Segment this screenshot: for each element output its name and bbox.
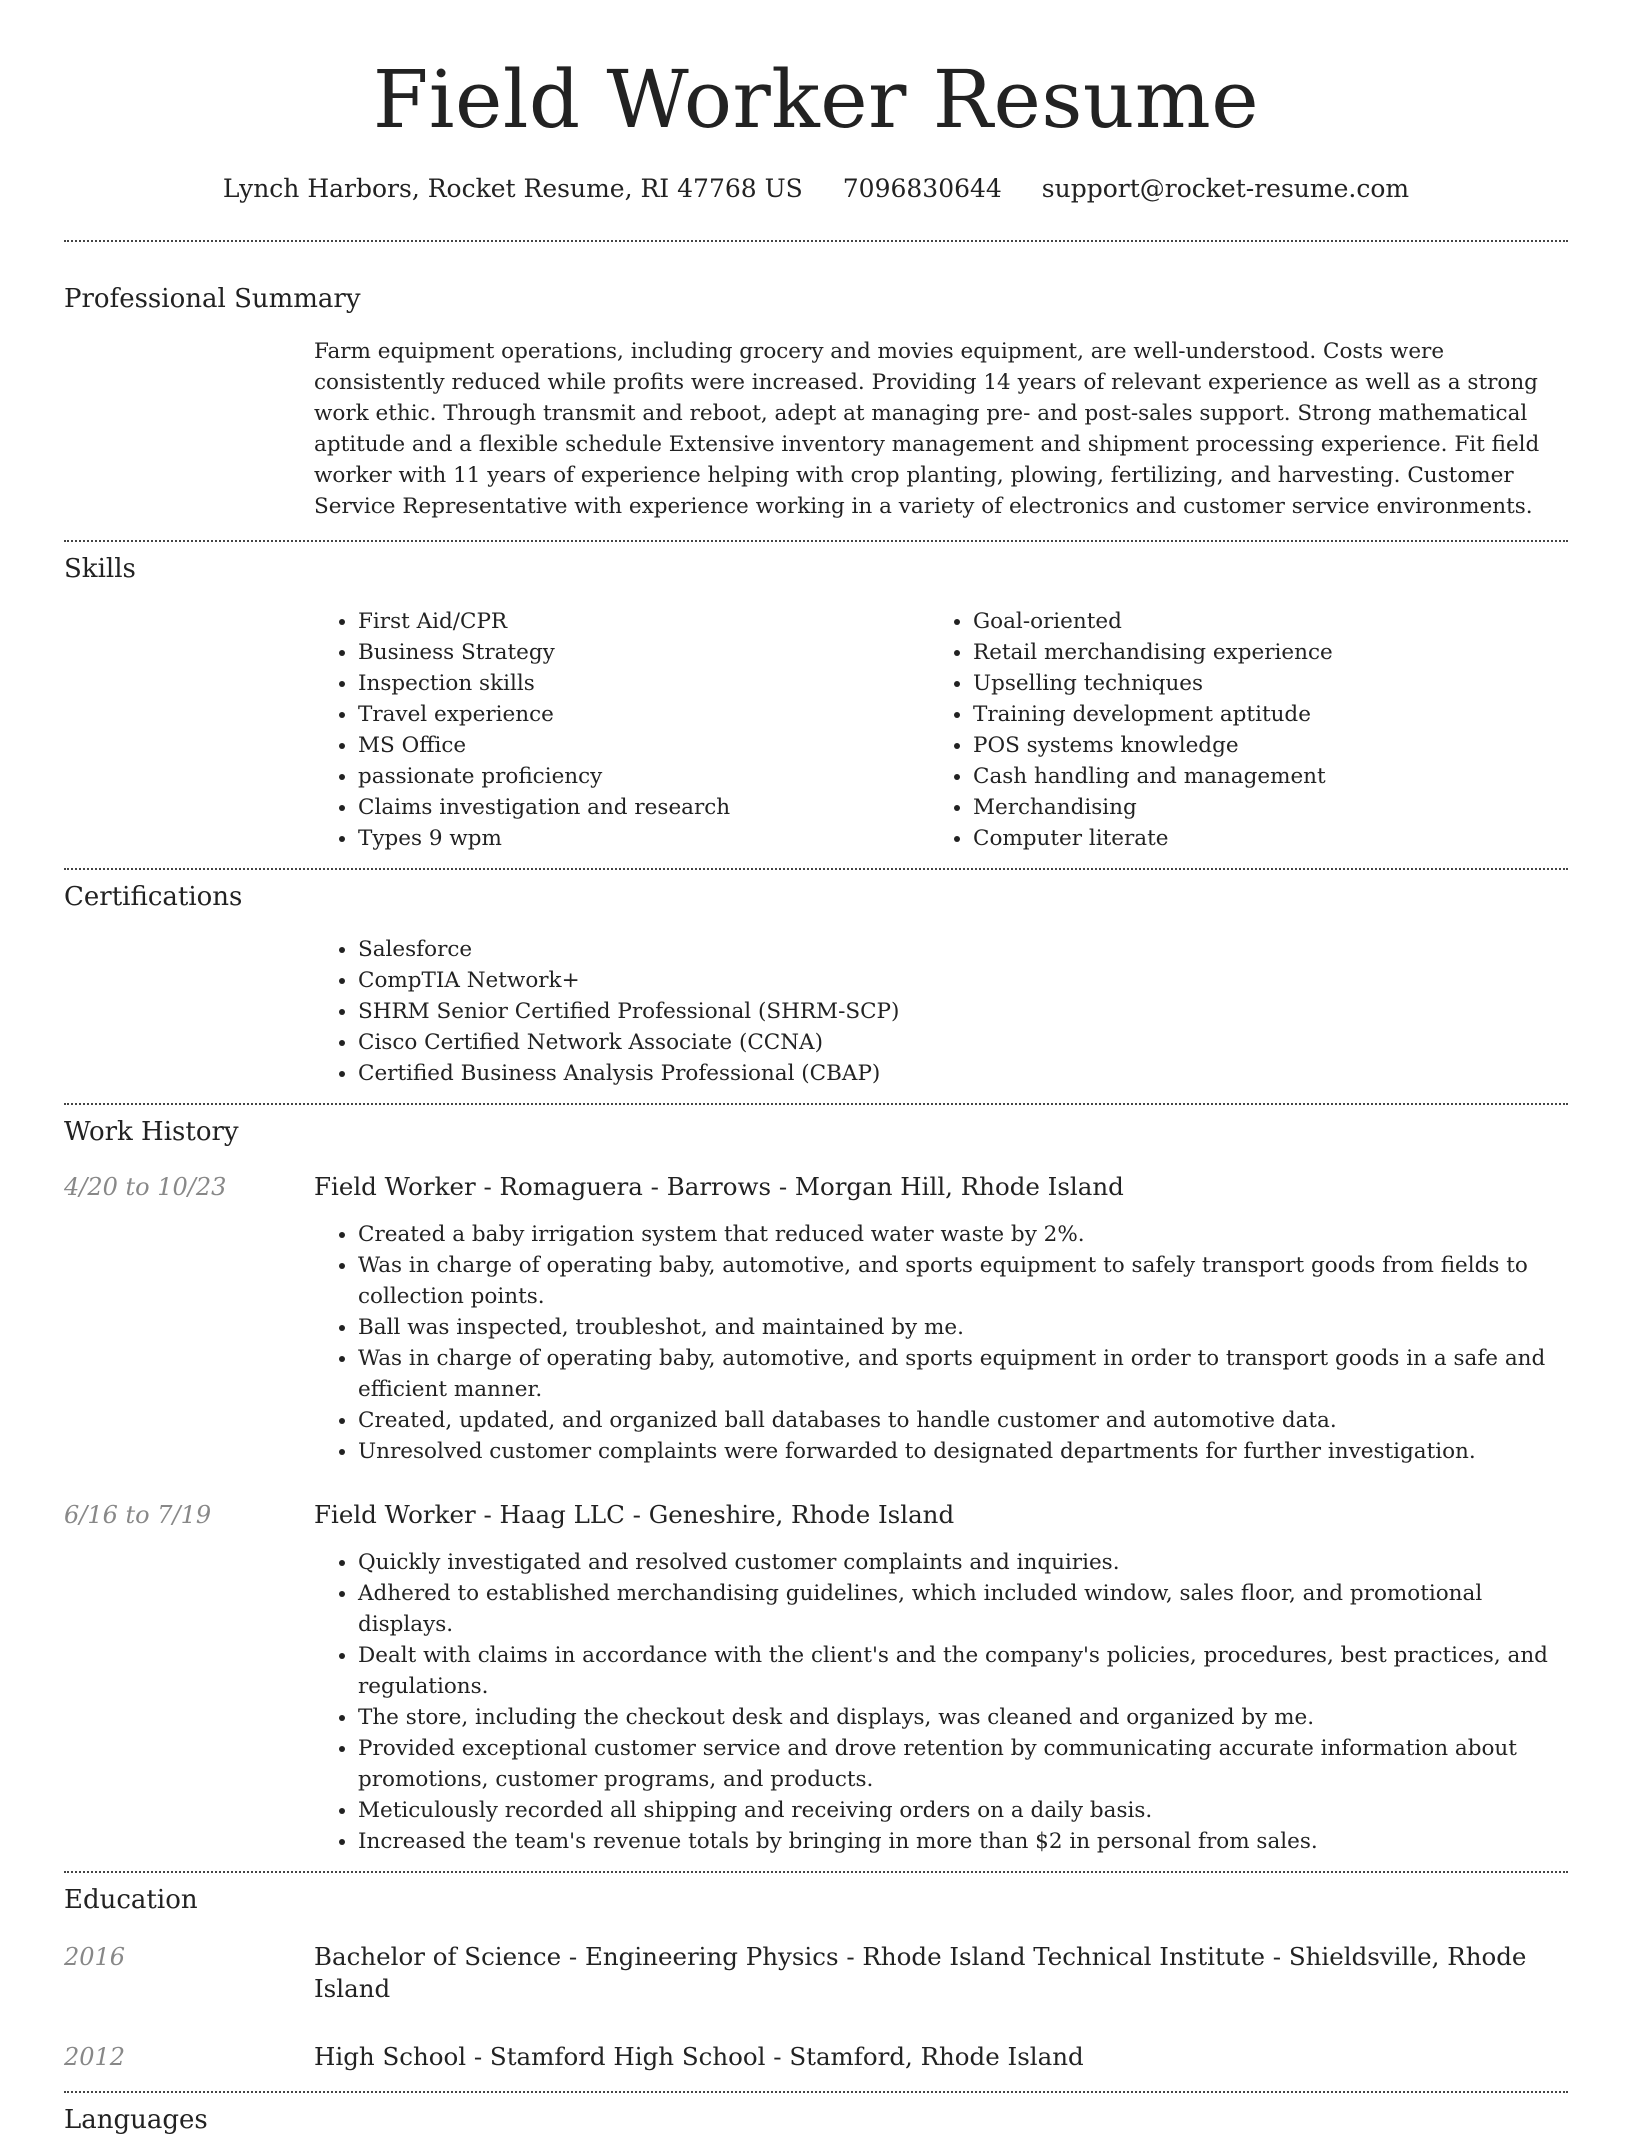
list-item: • Cash handling and management [973, 761, 1544, 792]
list-item: • Ball was inspected, troubleshot, and maintained by me. [358, 1312, 1568, 1343]
list-item: • Meticulously recorded all shipping and receiving orders on a daily basis. [358, 1795, 1568, 1826]
section-heading: Work History [64, 1117, 239, 1147]
list-item: • Provided exceptional customer service and drove retention by communicating accurate information about promotions, customer programs, and products. [358, 1733, 1568, 1795]
list-item: • Quickly investigated and resolved customer complaints and inquiries. [358, 1547, 1568, 1578]
list-item: • Certified Business Analysis Professional (CBAP) [358, 1058, 1568, 1089]
list-item: • Upselling techniques [973, 668, 1544, 699]
list-item: • Increased the team's revenue totals by bringing in more than $2 in personal from sales. [358, 1826, 1568, 1857]
list-item: • Types 9 wpm [358, 823, 929, 854]
skills-column-left [314, 606, 929, 854]
section-heading: Professional Summary [64, 284, 361, 314]
page-title: Field Worker Resume [372, 53, 1260, 146]
job-entry [64, 1499, 1568, 1871]
list-item: • Retail merchandising experience [973, 637, 1544, 668]
list-item: • POS systems knowledge [973, 730, 1544, 761]
list-item: • Merchandising [973, 792, 1544, 823]
section-heading: Languages [64, 2105, 208, 2135]
list-item: • Cisco Certified Network Associate (CCNA) [358, 1027, 1568, 1058]
address-text: Lynch Harbors, Rocket Resume, RI 47768 US [222, 174, 803, 203]
list-item: • MS Office [358, 730, 929, 761]
list-item: • Goal-oriented [973, 606, 1544, 637]
education-entry [64, 1941, 1568, 2005]
section-heading: Skills [64, 554, 136, 584]
list-item: • Dealt with claims in accordance with the client's and the company's policies, procedures, best practices, and regulations. [358, 1640, 1568, 1702]
section-education [64, 1873, 1568, 2091]
list-item: • Created a baby irrigation system that reduced water waste by 2%. [358, 1219, 1568, 1250]
list-item: • CompTIA Network+ [358, 965, 1568, 996]
list-item: • Claims investigation and research [358, 792, 929, 823]
list-item: • Computer literate [973, 823, 1544, 854]
education-title: Bachelor of Science - Engineering Physics - Rhode Island Technical Institute - Shieldsville, Rhode Island [314, 1942, 1527, 2003]
list-item: • passionate proficiency [358, 761, 929, 792]
section-languages [64, 2093, 1568, 2137]
education-year: 2016 [64, 1943, 126, 1971]
certifications-list [314, 934, 1568, 1103]
list-item: • First Aid/CPR [358, 606, 929, 637]
skills-grid [314, 606, 1568, 868]
resume-page [64, 0, 1568, 2137]
list-item: • Created, updated, and organized ball databases to handle customer and automotive data. [358, 1405, 1568, 1436]
job-entry [64, 1171, 1568, 1467]
job-title: Field Worker - Haag LLC - Geneshire, Rhode Island [314, 1500, 955, 1529]
skills-column-right [929, 606, 1544, 854]
list-item: • SHRM Senior Certified Professional (SHRM-SCP) [358, 996, 1568, 1027]
section-heading: Certifications [64, 882, 243, 912]
job-bullets [314, 1547, 1568, 1871]
phone-text: 7096830644 [842, 174, 1002, 203]
list-item: • Was in charge of operating baby, automotive, and sports equipment in order to transport goods in a safe and efficient manner. [358, 1343, 1568, 1405]
job-bullets [314, 1219, 1568, 1467]
list-item: • Salesforce [358, 934, 1568, 965]
list-item: • The store, including the checkout desk and displays, was cleaned and organized by me. [358, 1702, 1568, 1733]
list-item: • Adhered to established merchandising guidelines, which included window, sales floor, and promotional displays. [358, 1578, 1568, 1640]
list-item: • Travel experience [358, 699, 929, 730]
job-title: Field Worker - Romaguera - Barrows - Morgan Hill, Rhode Island [314, 1172, 1124, 1201]
section-work-history [64, 1105, 1568, 1871]
education-entry [64, 2041, 1568, 2091]
list-item: • Unresolved customer complaints were forwarded to designated departments for further investigation. [358, 1436, 1568, 1467]
section-heading: Education [64, 1885, 198, 1915]
education-title: High School - Stamford High School - Stamford, Rhode Island [314, 2042, 1084, 2071]
education-year: 2012 [64, 2043, 126, 2071]
list-item: • Inspection skills [358, 668, 929, 699]
summary-text: Farm equipment operations, including grocery and movies equipment, are well-understood. Costs were consistently reduced while profits were increased. Providing 14 years of relevant experience as well as a strong work ethic. Through transmit and reboot, adept at managing pre- and post-sales support. Strong mathematical aptitude and a flexible schedule Extensive inventory management and shipment processing experience. Fit field worker with 11 years of experience helping with crop planting, plowing, fertilizing, and harvesting. Customer Service Representative with experience working in a variety of electronics and customer service environments. [314, 339, 1540, 519]
section-skills [64, 542, 1568, 868]
contact-line [64, 172, 1568, 206]
email-text: support@rocket-resume.com [1041, 174, 1410, 203]
list-item: • Business Strategy [358, 637, 929, 668]
section-summary [64, 242, 1568, 540]
list-item: • Training development aptitude [973, 699, 1544, 730]
job-dates: 6/16 to 7/19 [64, 1501, 212, 1529]
list-item: • Was in charge of operating baby, automotive, and sports equipment to safely transport goods from fields to collection points. [358, 1250, 1568, 1312]
job-dates: 4/20 to 10/23 [64, 1173, 227, 1201]
section-certifications [64, 870, 1568, 1103]
